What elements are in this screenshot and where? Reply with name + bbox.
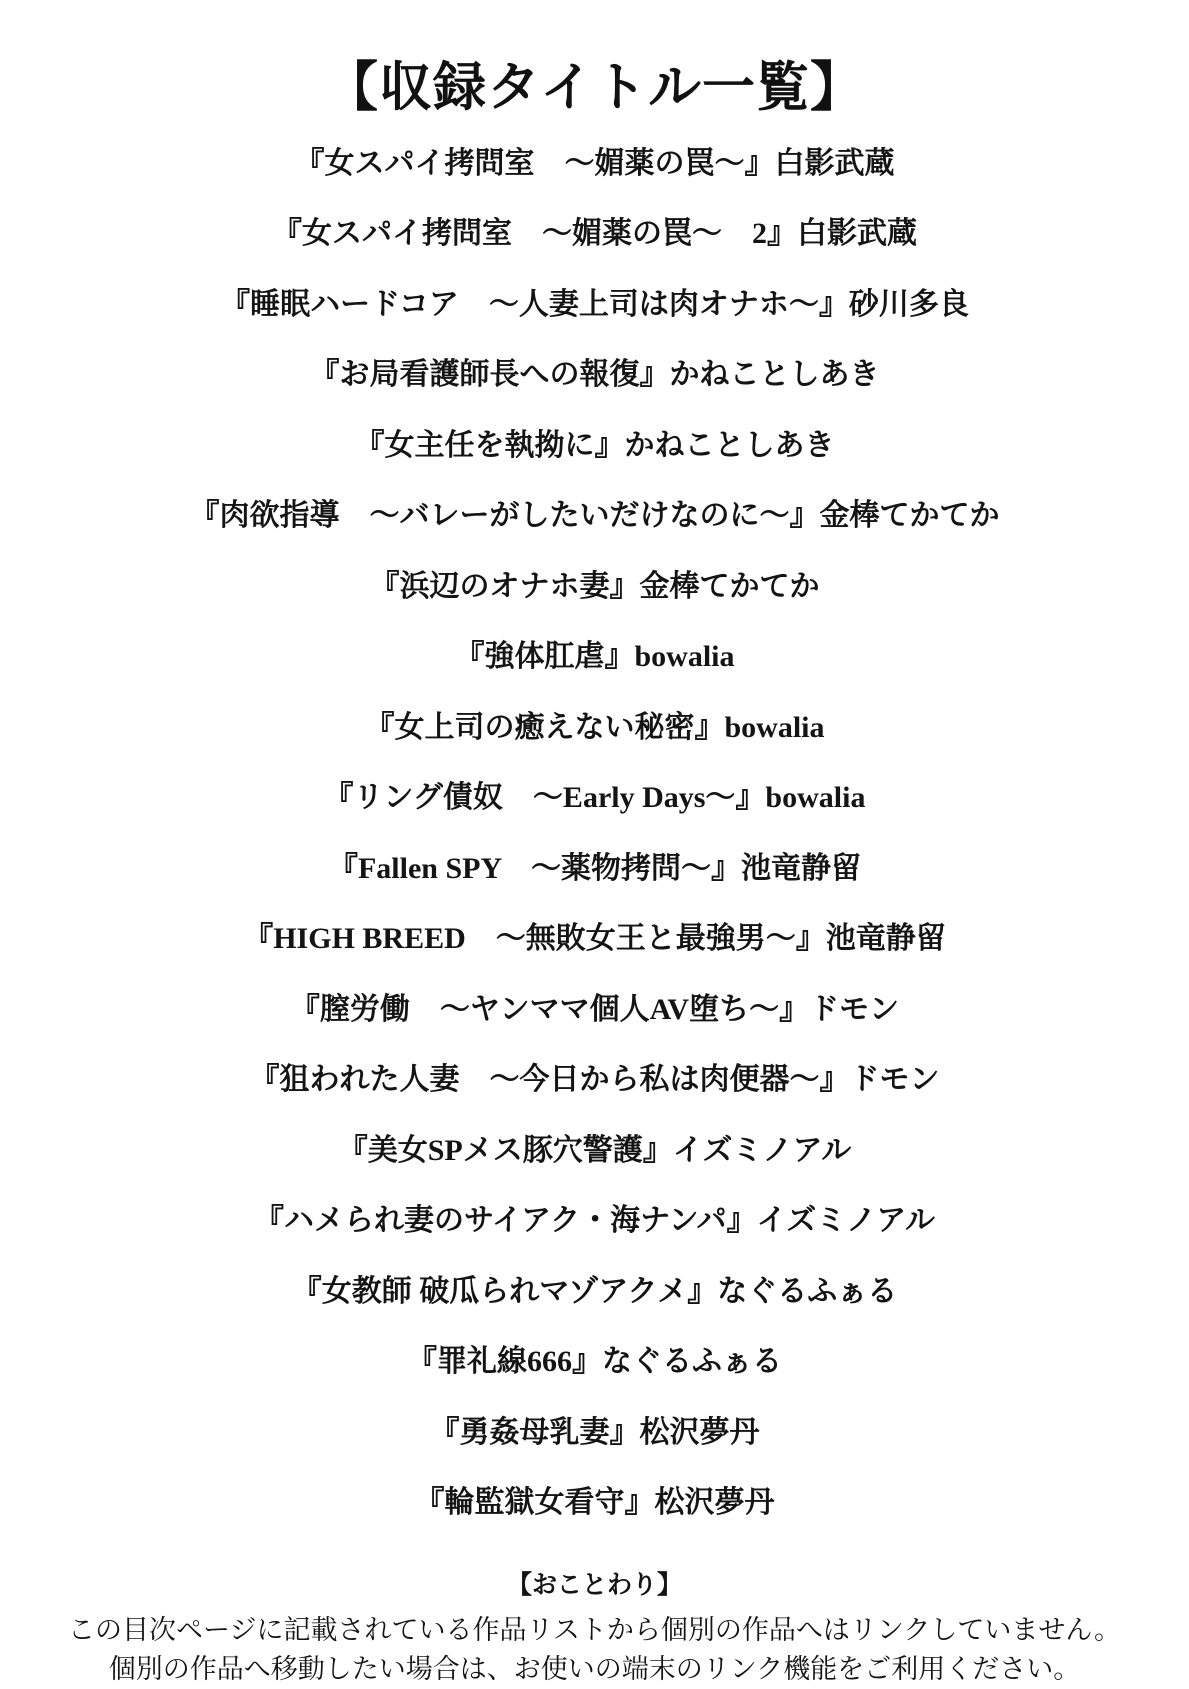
list-item: 『浜辺のオナホ妻』金棒てかてか bbox=[369, 569, 820, 603]
list-item: 『女スパイ拷問室 ～媚薬の罠～』白影武蔵 bbox=[294, 146, 895, 180]
list-item: 『女スパイ拷問室 ～媚薬の罠～ 2』白影武蔵 bbox=[272, 217, 917, 251]
list-item: 『お局看護師長への報復』かねことしあき bbox=[309, 358, 880, 392]
page-title: 【収録タイトル一覧】 bbox=[325, 59, 864, 117]
list-item: 『女教師 破瓜られマゾアクメ』なぐるふぁる bbox=[291, 1274, 898, 1308]
list-item: 『勇姦母乳妻』松沢夢丹 bbox=[429, 1415, 760, 1449]
list-item: 『膣労働 ～ヤンママ個人AV堕ち～』ドモン bbox=[289, 992, 900, 1026]
notice-line: この目次ページに記載されている作品リストから個別の作品へはリンクしていません。 bbox=[68, 1614, 1121, 1645]
notice-heading: 【おことわり】 bbox=[506, 1571, 682, 1599]
list-item: 『リング債奴 ～Early Days～』bowalia bbox=[323, 781, 866, 815]
title-list bbox=[40, 145, 1149, 1555]
list-item: 『ハメられ妻のサイアク・海ナンパ』イズミノアル bbox=[254, 1204, 935, 1238]
list-item: 『HIGH BREED ～無敗女王と最強男～』池竜静留 bbox=[243, 922, 946, 956]
list-item: 『狙われた人妻 ～今日から私は肉便器～』ドモン bbox=[249, 1063, 940, 1097]
list-item: 『強体肛虐』bowalia bbox=[454, 640, 735, 674]
list-item: 『美女SPメス豚穴警護』イズミノアル bbox=[337, 1133, 852, 1167]
list-item: 『女上司の癒えない秘密』bowalia bbox=[364, 710, 825, 744]
notice-block bbox=[40, 1565, 1149, 1689]
list-item: 『睡眠ハードコア ～人妻上司は肉オナホ～』砂川多良 bbox=[220, 287, 969, 321]
list-item: 『肉欲指導 ～バレーがしたいだけなのに～』金棒てかてか bbox=[189, 499, 1000, 533]
list-item: 『Fallen SPY ～薬物拷問～』池竜静留 bbox=[327, 851, 862, 885]
list-item: 『女主任を執拗に』かねことしあき bbox=[354, 428, 835, 462]
list-item: 『罪礼線666』なぐるふぁる bbox=[407, 1345, 782, 1379]
notice-line: 個別の作品へ移動したい場合は、お使いの端末のリンク機能をご利用ください。 bbox=[108, 1654, 1081, 1685]
list-item: 『輪監獄女看守』松沢夢丹 bbox=[414, 1486, 775, 1520]
